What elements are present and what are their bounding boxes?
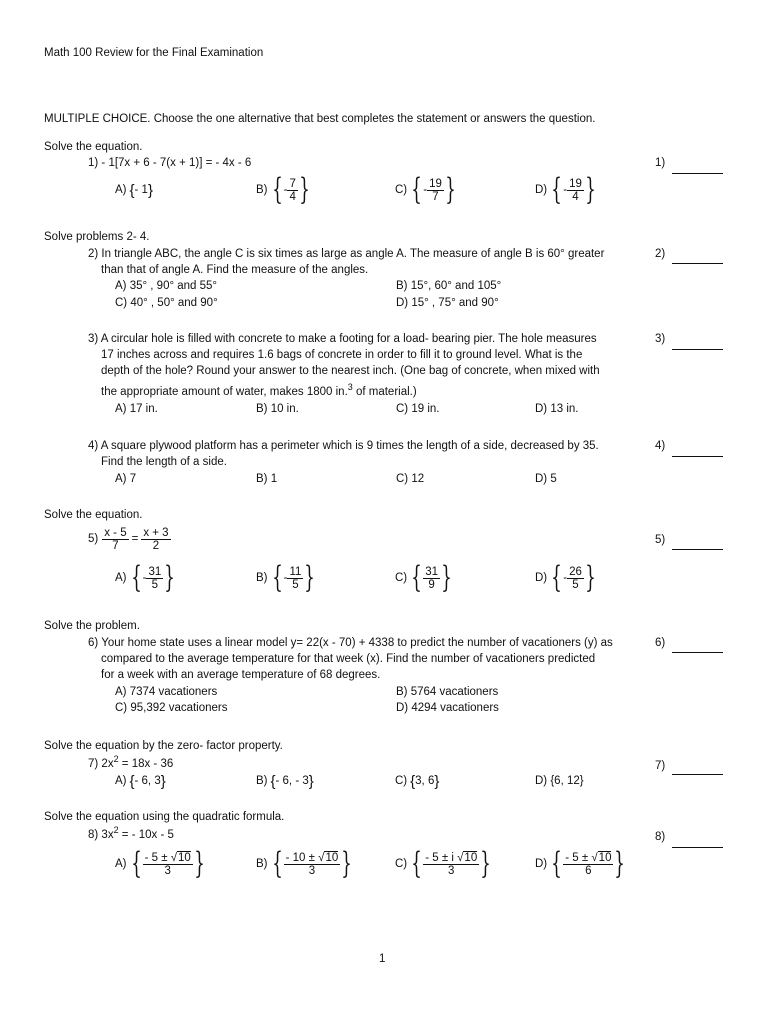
fraction: $\frac{x + 3}{2}$ [143,526,169,552]
q7-option-c[interactable]: C) { 3, 6 } [395,772,440,790]
section-heading: Solve the equation using the quadratic formula. [44,811,285,823]
fraction: $\frac{- 5 \pm √10}{6}$ [565,851,612,877]
q1-option-b[interactable]: B) { - $\frac{7}{4}$ } [256,172,310,207]
section-heading: Solve the problem. [44,620,140,632]
question-6-line: for a week with an average temperature of 68 degrees. [101,669,381,681]
q3-option-a[interactable]: A) 17 in. [115,403,158,415]
answer-number-3: 3) [655,333,666,345]
fraction: $\frac{x - 5}{7}$ [104,526,127,552]
question-2-line: than that of angle A. Find the measure of the angles. [101,264,369,276]
question-3-line: 3) A circular hole is filled with concrete to make a footing for a load- bearing pier. The hole measures [88,333,597,345]
answer-blank-5[interactable] [672,548,723,550]
section-heading: Solve the equation. [44,509,143,521]
q6-option-b[interactable]: B) 5764 vacationers [396,686,499,698]
question-4-line: Find the length of a side. [101,456,227,468]
q8-option-b[interactable]: B) { $\frac{- 10 \pm √10}{3}$ } [256,846,353,881]
answer-number-4: 4) [655,440,666,452]
question-2-line: 2) In triangle ABC, the angle C is six times as large as angle A. The measure of angle B is 60° greater [88,248,605,260]
question-3-line: the appropriate amount of water, makes 1800 in.$^3$ of material.) [101,382,417,398]
q1-option-c[interactable]: C) { - $\frac{19}{7}$ } [395,172,456,207]
fraction: $\frac{- 5 \pm √10}{3}$ [144,851,191,877]
answer-blank-8[interactable] [672,846,723,848]
fraction: $\frac{31}{5}$ [148,565,162,591]
fraction: $\frac{- 10 \pm √10}{3}$ [285,851,339,877]
answer-blank-1[interactable] [672,172,723,174]
section-heading: Solve the equation. [44,141,143,153]
q6-option-d[interactable]: D) 4294 vacationers [396,702,499,714]
answer-blank-4[interactable] [672,455,723,457]
answer-number-2: 2) [655,248,666,260]
section-heading: Solve problems 2- 4. [44,231,150,243]
answer-number-6: 6) [655,637,666,649]
q1-option-d[interactable]: D) { - $\frac{19}{4}$ } [535,172,596,207]
page-number: 1 [379,953,386,965]
fraction: $\frac{11}{5}$ [289,565,302,591]
q6-option-a[interactable]: A) 7374 vacationers [115,686,218,698]
question-7-text: 7) $2x^2 = 18x - 36$ [88,754,174,770]
q2-option-c[interactable]: C) 40° , 50° and 90° [115,297,218,309]
answer-number-1: 1) [655,157,666,169]
q5-option-c[interactable]: C) { $\frac{31}{9}$ } [395,560,452,595]
question-6-line: 6) Your home state uses a linear model y= 22(x - 70) + 4338 to predict the number of vacationers (y) as [88,637,613,649]
question-6-line: compared to the average temperature for that week (x). Find the number of vacationers predicted [101,653,596,665]
fraction: $\frac{7}{4}$ [289,177,296,203]
q4-option-d[interactable]: D) 5 [535,473,557,485]
question-4-line: 4) A square plywood platform has a perimeter which is 9 times the length of a side, decreased by 35. [88,440,599,452]
section-heading: Solve the equation by the zero- factor property. [44,740,283,752]
q3-option-d[interactable]: D) 13 in. [535,403,579,415]
question-3-line: depth of the hole? Round your answer to the nearest inch. (One bag of concrete, when mixed with [101,365,600,377]
q2-option-b[interactable]: B) 15°, 60° and 105° [396,280,502,292]
q2-option-a[interactable]: A) 35° , 90° and 55° [115,280,218,292]
q8-option-c[interactable]: C) { $\frac{- 5 \pm i √10}{3}$ } [395,846,492,881]
q4-option-c[interactable]: C) 12 [396,473,425,485]
question-5-equation: 5) $\frac{x - 5}{7}$ = $\frac{x + 3}{2}$ [88,526,169,552]
answer-blank-7[interactable] [672,773,723,775]
question-3-line: 17 inches across and requires 1.6 bags of concrete in order to fill it to ground level. What is the [101,349,583,361]
answer-number-8: 8) [655,831,666,843]
answer-number-7: 7) [655,760,666,772]
fraction: $\frac{19}{7}$ [429,177,442,203]
answer-blank-3[interactable] [672,348,723,350]
q4-option-a[interactable]: A) 7 [115,473,137,485]
q4-option-b[interactable]: B) 1 [256,473,278,485]
q1-option-a[interactable]: A) { - 1 } [115,181,153,199]
q6-option-c[interactable]: C) 95,392 vacationers [115,702,228,714]
instructions: MULTIPLE CHOICE. Choose the one alternative that best completes the statement or answers the question. [44,113,596,125]
document-header: Math 100 Review for the Final Examination [44,47,264,59]
q2-option-d[interactable]: D) 15° , 75° and 90° [396,297,499,309]
q8-option-a[interactable]: A) { $\frac{- 5 \pm √10}{3}$ } [115,846,205,881]
answer-blank-2[interactable] [672,262,723,264]
q5-option-d[interactable]: D) { - $\frac{26}{5}$ } [535,560,596,595]
fraction: $\frac{26}{5}$ [569,565,582,591]
question-1-text: 1) - 1[7x + 6 - 7(x + 1)] = - 4x - 6 [88,157,252,169]
q7-option-d[interactable]: D) {6, 12} [535,775,584,787]
q7-option-a[interactable]: A) { - 6, 3 } [115,772,166,790]
question-8-text: 8) $3x^2$ = - 10x - 5 [88,825,174,841]
q8-option-d[interactable]: D) { $\frac{- 5 \pm √10}{6}$ } [535,846,626,881]
fraction: $\frac{31}{9}$ [425,565,439,591]
answer-number-5: 5) [655,534,666,546]
fraction: $\frac{- 5 \pm i √10}{3}$ [425,851,478,877]
q3-option-c[interactable]: C) 19 in. [396,403,440,415]
q5-option-a[interactable]: A) { - $\frac{31}{5}$ } [115,560,176,595]
answer-blank-6[interactable] [672,651,723,653]
fraction: $\frac{19}{4}$ [569,177,582,203]
q7-option-b[interactable]: B) { - 6, - 3 } [256,772,314,790]
q3-option-b[interactable]: B) 10 in. [256,403,299,415]
q5-option-b[interactable]: B) { - $\frac{11}{5}$ } [256,560,316,595]
